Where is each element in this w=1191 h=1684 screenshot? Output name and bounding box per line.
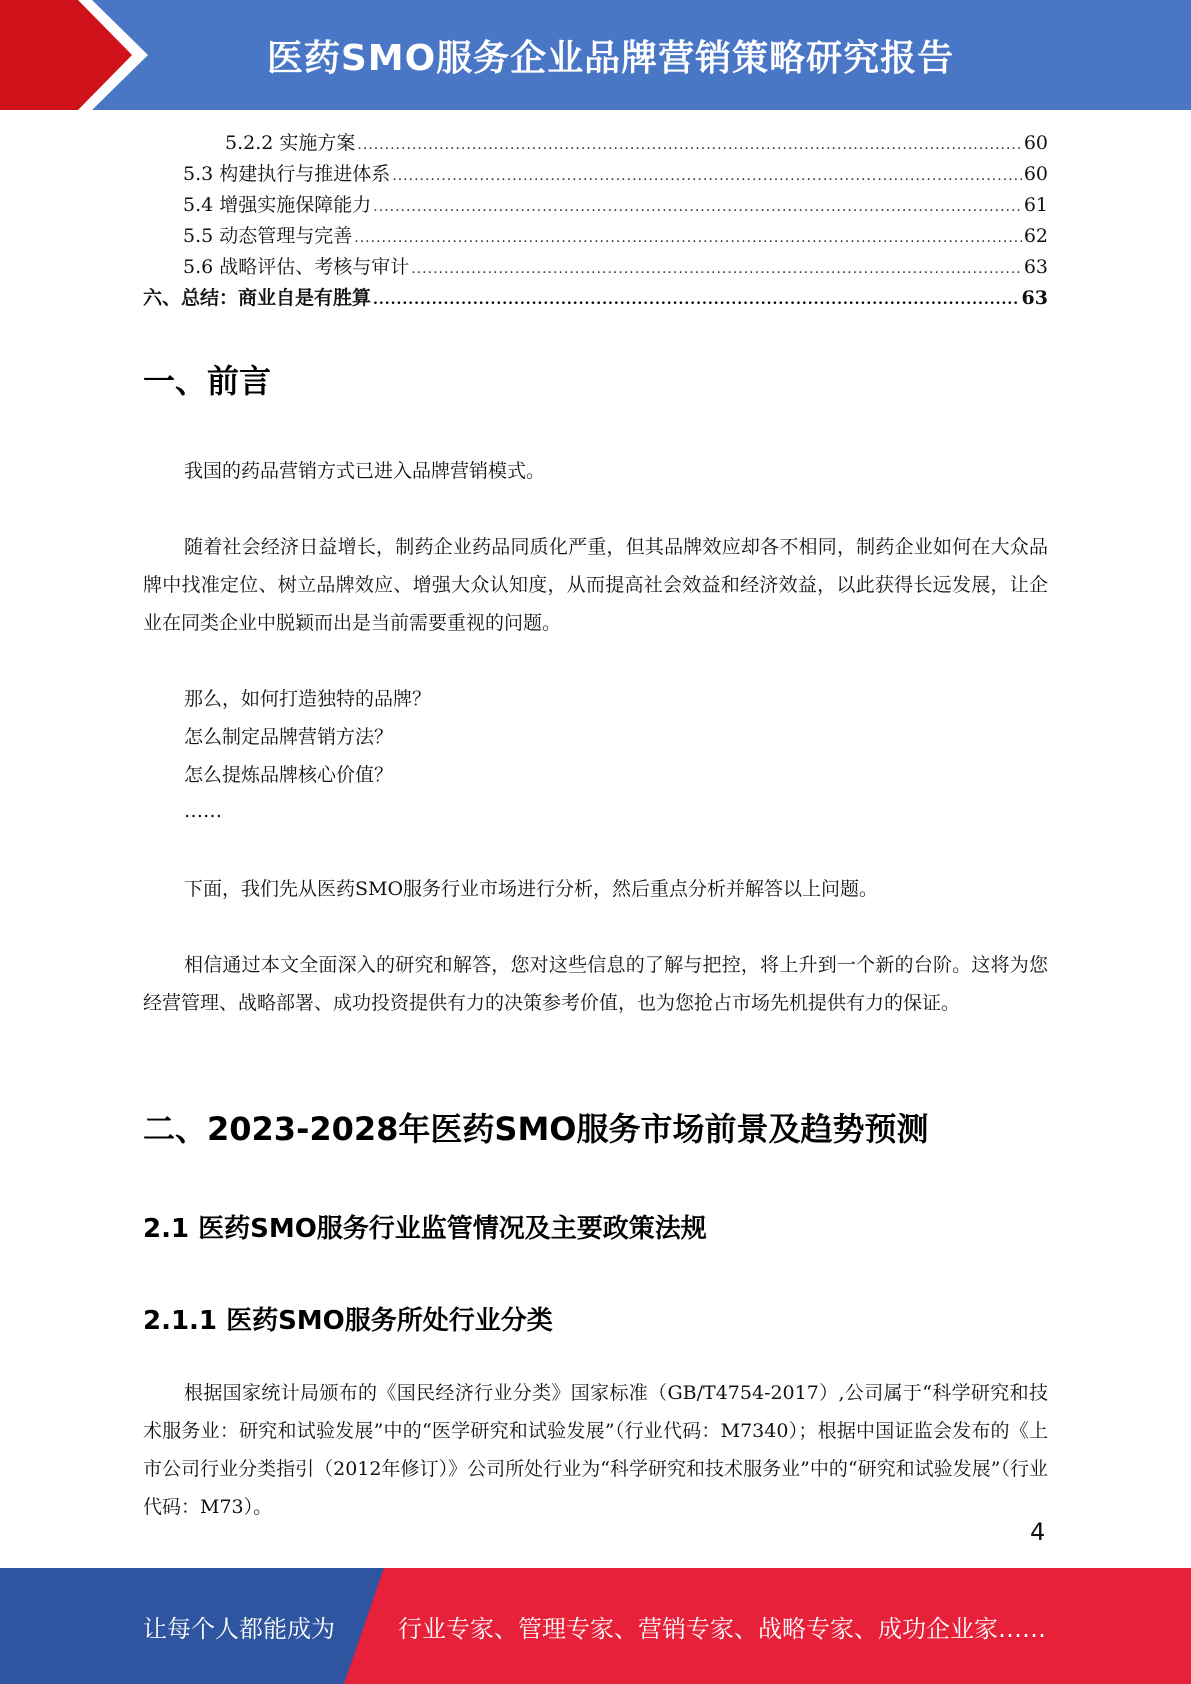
question-line: 怎么制定品牌营销方法？	[184, 726, 394, 748]
toc-label: 5.2.2 实施方案	[225, 132, 356, 154]
toc-page-number: 63	[1023, 256, 1048, 278]
toc-page-number: 63	[1021, 287, 1048, 309]
report-title: 医药SMO服务企业品牌营销策略研究报告	[266, 37, 955, 79]
page-footer-band	[0, 1568, 1191, 1684]
toc-row[interactable]	[143, 190, 1048, 221]
toc-page-number: 60	[1023, 132, 1048, 154]
toc-label: 5.6 战略评估、考核与审计	[183, 256, 410, 278]
paragraph: 相信通过本文全面深入的研究和解答，您对这些信息的了解与把控，将上升到一个新的台阶。这将为您经营管理、战略部署、成功投资提供有力的决策参考价值，也为您抢占市场先机提供有力的保证。	[143, 954, 1048, 1014]
toc-leader-dots	[411, 254, 1022, 285]
toc-page-number: 61	[1023, 194, 1048, 216]
paragraph: 下面，我们先从医药SMO服务行业市场进行分析，然后重点分析并解答以上问题。	[184, 878, 879, 900]
red-chevron-arrow-icon	[0, 0, 160, 110]
question-line: 那么，如何打造独特的品牌？	[184, 688, 432, 710]
toc-leader-dots	[392, 161, 1022, 192]
toc-label: 5.4 增强实施保障能力	[183, 194, 372, 216]
toc-row[interactable]	[143, 128, 1048, 159]
toc-row[interactable]	[143, 252, 1048, 283]
toc-leader-dots	[354, 223, 1022, 254]
toc-row[interactable]	[143, 221, 1048, 252]
question-line: 怎么提炼品牌核心价值？	[184, 764, 394, 786]
subsection-heading: 2.1 医药SMO服务行业监管情况及主要政策法规	[143, 1214, 707, 1244]
section-heading-forecast: 二、2023-2028年医药SMO服务市场前景及趋势预测	[143, 1110, 929, 1148]
paragraph: 我国的药品营销方式已进入品牌营销模式。	[184, 460, 546, 482]
subsubsection-heading: 2.1.1 医药SMO服务所处行业分类	[143, 1306, 553, 1336]
page-number: 4	[1030, 1518, 1046, 1546]
toc-page-number: 62	[1023, 225, 1048, 247]
toc-page-number: 60	[1023, 163, 1048, 185]
table-of-contents	[143, 128, 1048, 314]
toc-leader-dots	[373, 192, 1022, 223]
page-header-band	[0, 0, 1191, 110]
toc-row[interactable]	[143, 159, 1048, 190]
toc-row[interactable]	[143, 283, 1048, 314]
toc-label: 5.5 动态管理与完善	[183, 225, 353, 247]
toc-label: 六、总结：商业自是有胜算	[143, 287, 372, 309]
paragraph: 根据国家统计局颁布的《国民经济行业分类》国家标准（GB/T4754-2017）,公司属于“科学研究和技术服务业：研究和试验发展”中的“医学研究和试验发展”（行业代码：M7340）；根据中国证监会发布的《上市公司行业分类指引（2012年修订）》公司所处行业为“科学研究和技术服务业”中的“研究和试验发展”（行业代码：M73）。	[143, 1382, 1048, 1518]
ellipsis-line: ……	[184, 800, 222, 822]
paragraph: 随着社会经济日益增长，制药企业药品同质化严重，但其品牌效应却各不相同，制药企业如何在大众品牌中找准定位、树立品牌效应、增强大众认知度，从而提高社会效益和经济效益，以此获得长远发展，让企业在同类企业中脱颖而出是当前需要重视的问题。	[143, 536, 1048, 634]
footer-slogan-left: 让每个人都能成为	[143, 1614, 335, 1643]
section-heading-preface: 一、前言	[143, 362, 272, 400]
toc-leader-dots	[357, 130, 1021, 161]
toc-label: 5.3 构建执行与推进体系	[183, 163, 391, 185]
toc-leader-dots	[373, 285, 1020, 316]
footer-slogan-right: 行业专家、管理专家、营销专家、战略专家、成功企业家……	[398, 1614, 1046, 1643]
